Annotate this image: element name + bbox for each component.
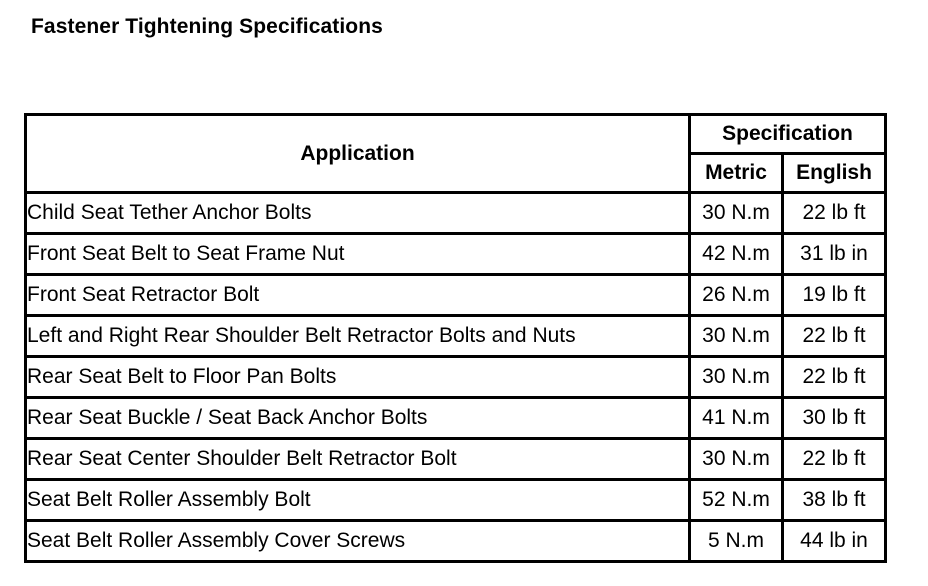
page-title: Fastener Tightening Specifications <box>31 15 383 38</box>
english-cell: 38 lb ft <box>784 481 884 522</box>
table-row <box>27 276 884 317</box>
english-cell: 31 lb in <box>784 235 884 276</box>
english-cell: 22 lb ft <box>784 194 884 235</box>
english-column-header: English <box>784 155 884 194</box>
english-cell: 22 lb ft <box>784 358 884 399</box>
table-row <box>27 235 884 276</box>
english-cell: 44 lb in <box>800 529 868 552</box>
table-row <box>27 194 884 235</box>
application-cell: Rear Seat Belt to Floor Pan Bolts <box>27 358 691 399</box>
table-row <box>27 358 884 399</box>
table-row <box>27 522 884 560</box>
table-row <box>27 440 884 481</box>
english-cell: 19 lb ft <box>784 276 884 317</box>
metric-cell: 42 N.m <box>691 235 784 276</box>
application-cell: Seat Belt Roller Assembly Cover Screws <box>27 522 691 560</box>
metric-cell: 26 N.m <box>691 276 784 317</box>
metric-cell: 30 N.m <box>691 194 784 235</box>
metric-cell: 52 N.m <box>691 481 784 522</box>
english-cell: 30 lb ft <box>784 399 884 440</box>
table-row <box>27 317 884 358</box>
application-cell: Seat Belt Roller Assembly Bolt <box>27 481 691 522</box>
metric-cell: 5 N.m <box>691 522 784 560</box>
english-cell: 22 lb ft <box>784 317 884 358</box>
application-cell: Left and Right Rear Shoulder Belt Retractor Bolts and Nuts <box>27 317 691 358</box>
metric-column-header: Metric <box>691 155 784 194</box>
specification-column-header: Specification <box>691 116 884 155</box>
application-cell: Front Seat Belt to Seat Frame Nut <box>27 235 691 276</box>
english-cell: 22 lb ft <box>784 440 884 481</box>
table-row <box>27 399 884 440</box>
application-cell: Rear Seat Center Shoulder Belt Retractor Bolt <box>27 440 691 481</box>
metric-cell: 41 N.m <box>691 399 784 440</box>
application-cell: Front Seat Retractor Bolt <box>27 276 691 317</box>
application-column-header: Application <box>27 116 691 194</box>
application-cell: Child Seat Tether Anchor Bolts <box>27 194 691 235</box>
table-row <box>27 481 884 522</box>
metric-cell: 30 N.m <box>691 440 784 481</box>
application-cell: Rear Seat Buckle / Seat Back Anchor Bolts <box>27 399 691 440</box>
fastener-spec-table <box>24 113 887 563</box>
metric-cell: 30 N.m <box>691 358 784 399</box>
metric-cell: 30 N.m <box>691 317 784 358</box>
